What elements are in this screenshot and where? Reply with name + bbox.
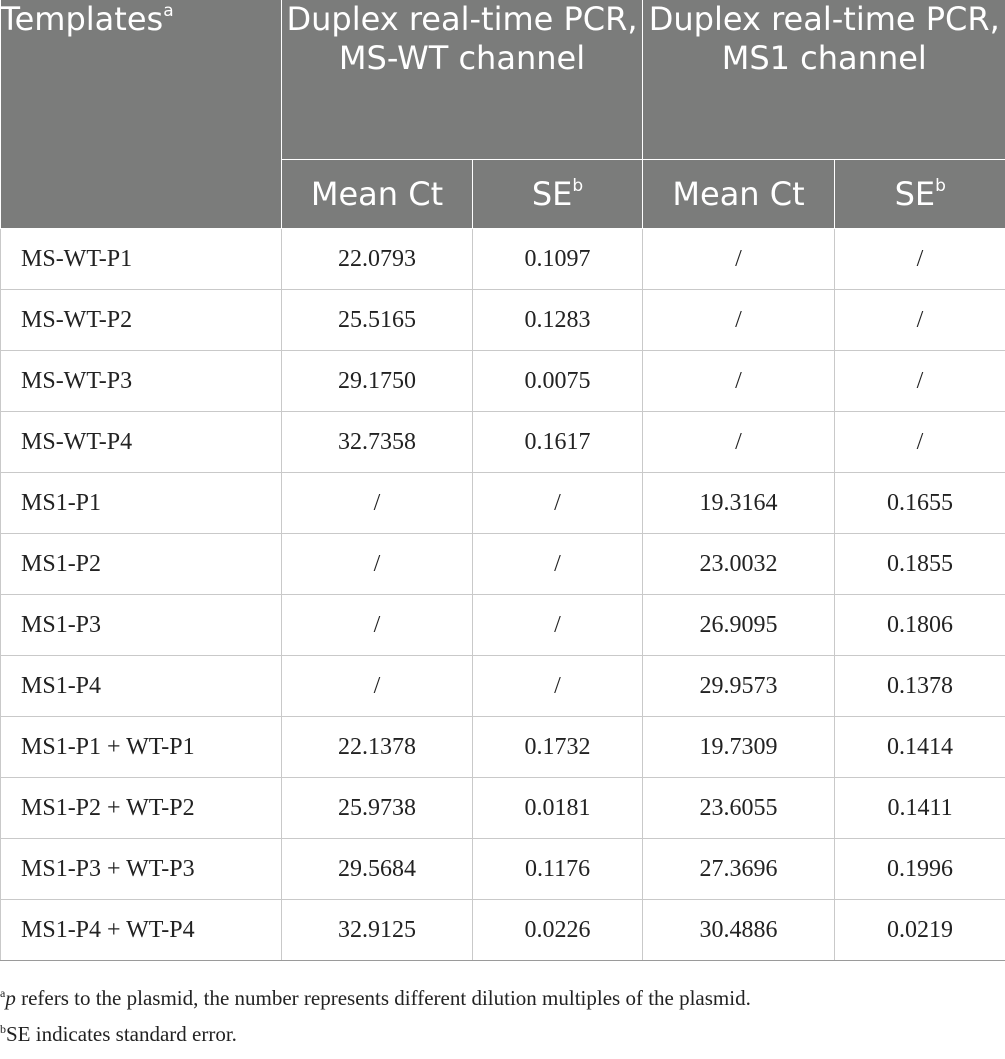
template-cell: MS1-P1 + WT-P1 [1, 717, 282, 778]
se-header-label: SE [531, 175, 573, 213]
ms-wt-mean-ct-cell: 22.0793 [282, 229, 473, 290]
se-header-label: SE [894, 175, 936, 213]
templates-header [1, 0, 282, 229]
template-cell: MS1-P4 [1, 656, 282, 717]
templates-header-footnote-marker: a [163, 1, 174, 21]
template-cell: MS1-P3 [1, 595, 282, 656]
table-row [1, 900, 1005, 961]
table-row [1, 229, 1005, 290]
ms-wt-mean-ct-cell: 22.1378 [282, 717, 473, 778]
table-row [1, 534, 1005, 595]
ms1-se-cell: 0.1996 [835, 839, 1005, 900]
template-cell: MS-WT-P4 [1, 412, 282, 473]
ms1-mean-ct-cell: / [643, 229, 835, 290]
ms1-se-cell: / [835, 412, 1005, 473]
footnote-b-text: SE indicates standard error. [6, 1022, 237, 1046]
header-row-1 [1, 0, 1005, 160]
ms-wt-mean-ct-cell: 25.5165 [282, 290, 473, 351]
ms-wt-se-cell: 0.1283 [473, 290, 643, 351]
ms-wt-se-cell: / [473, 656, 643, 717]
ms-wt-mean-ct-cell: 29.1750 [282, 351, 473, 412]
ms1-mean-ct-cell: 26.9095 [643, 595, 835, 656]
ms-wt-channel-header: Duplex real-time PCR, MS-WT channel [282, 0, 643, 160]
ms-wt-mean-ct-header: Mean Ct [282, 160, 473, 229]
ms1-mean-ct-cell: / [643, 351, 835, 412]
ms-wt-se-cell: 0.1617 [473, 412, 643, 473]
ms1-se-cell: 0.1855 [835, 534, 1005, 595]
footnote-a-italic: p [5, 986, 16, 1010]
ms1-mean-ct-cell: 19.3164 [643, 473, 835, 534]
ms-wt-se-cell: / [473, 473, 643, 534]
template-cell: MS-WT-P3 [1, 351, 282, 412]
template-cell: MS1-P3 + WT-P3 [1, 839, 282, 900]
ms1-mean-ct-cell: 23.6055 [643, 778, 835, 839]
ms1-se-cell: / [835, 351, 1005, 412]
ms-wt-se-cell: / [473, 534, 643, 595]
table-row [1, 595, 1005, 656]
footnote-b [0, 1014, 1005, 1050]
ms-wt-se-cell: 0.1097 [473, 229, 643, 290]
footnote-a [0, 978, 1005, 1014]
ms-wt-se-cell: 0.0075 [473, 351, 643, 412]
se-header-footnote-marker: b [572, 176, 584, 196]
table-row [1, 778, 1005, 839]
table-row [1, 473, 1005, 534]
table-row [1, 412, 1005, 473]
se-header-footnote-marker: b [935, 176, 946, 196]
template-cell: MS1-P2 [1, 534, 282, 595]
table-row [1, 351, 1005, 412]
template-cell: MS-WT-P1 [1, 229, 282, 290]
ms1-mean-ct-cell: 29.9573 [643, 656, 835, 717]
ms-wt-mean-ct-cell: / [282, 595, 473, 656]
ms1-se-cell: 0.1655 [835, 473, 1005, 534]
table-row [1, 839, 1005, 900]
ms-wt-se-cell: 0.1176 [473, 839, 643, 900]
template-cell: MS1-P4 + WT-P4 [1, 900, 282, 961]
ms1-mean-ct-cell: 27.3696 [643, 839, 835, 900]
ms-wt-mean-ct-cell: / [282, 534, 473, 595]
ms-wt-se-cell: / [473, 595, 643, 656]
footnote-a-marker: a [0, 986, 6, 1000]
table-row [1, 656, 1005, 717]
footnote-b-marker: b [0, 1022, 6, 1036]
template-cell: MS1-P1 [1, 473, 282, 534]
ms1-se-cell: / [835, 229, 1005, 290]
ms-wt-mean-ct-cell: 25.9738 [282, 778, 473, 839]
ms1-se-header [835, 160, 1005, 229]
ms1-mean-ct-cell: 30.4886 [643, 900, 835, 961]
ms1-se-cell: 0.1414 [835, 717, 1005, 778]
template-cell: MS-WT-P2 [1, 290, 282, 351]
ms-wt-se-cell: 0.1732 [473, 717, 643, 778]
table-row [1, 717, 1005, 778]
ms-wt-se-header [473, 160, 643, 229]
ms1-mean-ct-cell: / [643, 412, 835, 473]
ms1-channel-header: Duplex real-time PCR, MS1 channel [643, 0, 1005, 160]
ms-wt-mean-ct-cell: / [282, 656, 473, 717]
ms-wt-mean-ct-cell: / [282, 473, 473, 534]
ms1-mean-ct-cell: / [643, 290, 835, 351]
ms1-se-cell: 0.0219 [835, 900, 1005, 961]
ms1-se-cell: 0.1378 [835, 656, 1005, 717]
templates-header-label: Templates [0, 0, 164, 38]
ms-wt-mean-ct-cell: 29.5684 [282, 839, 473, 900]
ms1-mean-ct-cell: 19.7309 [643, 717, 835, 778]
ms1-se-cell: / [835, 290, 1005, 351]
ms1-se-cell: 0.1806 [835, 595, 1005, 656]
template-cell: MS1-P2 + WT-P2 [1, 778, 282, 839]
table-footnotes [0, 978, 1005, 1050]
ms1-mean-ct-header: Mean Ct [643, 160, 835, 229]
ms1-se-cell: 0.1411 [835, 778, 1005, 839]
ms-wt-se-cell: 0.0226 [473, 900, 643, 961]
footnote-a-text: refers to the plasmid, the number represents different dilution multiples of the plasmid. [15, 986, 751, 1010]
table-row [1, 290, 1005, 351]
ms-wt-se-cell: 0.0181 [473, 778, 643, 839]
ms-wt-mean-ct-cell: 32.7358 [282, 412, 473, 473]
ms-wt-mean-ct-cell: 32.9125 [282, 900, 473, 961]
ms1-mean-ct-cell: 23.0032 [643, 534, 835, 595]
